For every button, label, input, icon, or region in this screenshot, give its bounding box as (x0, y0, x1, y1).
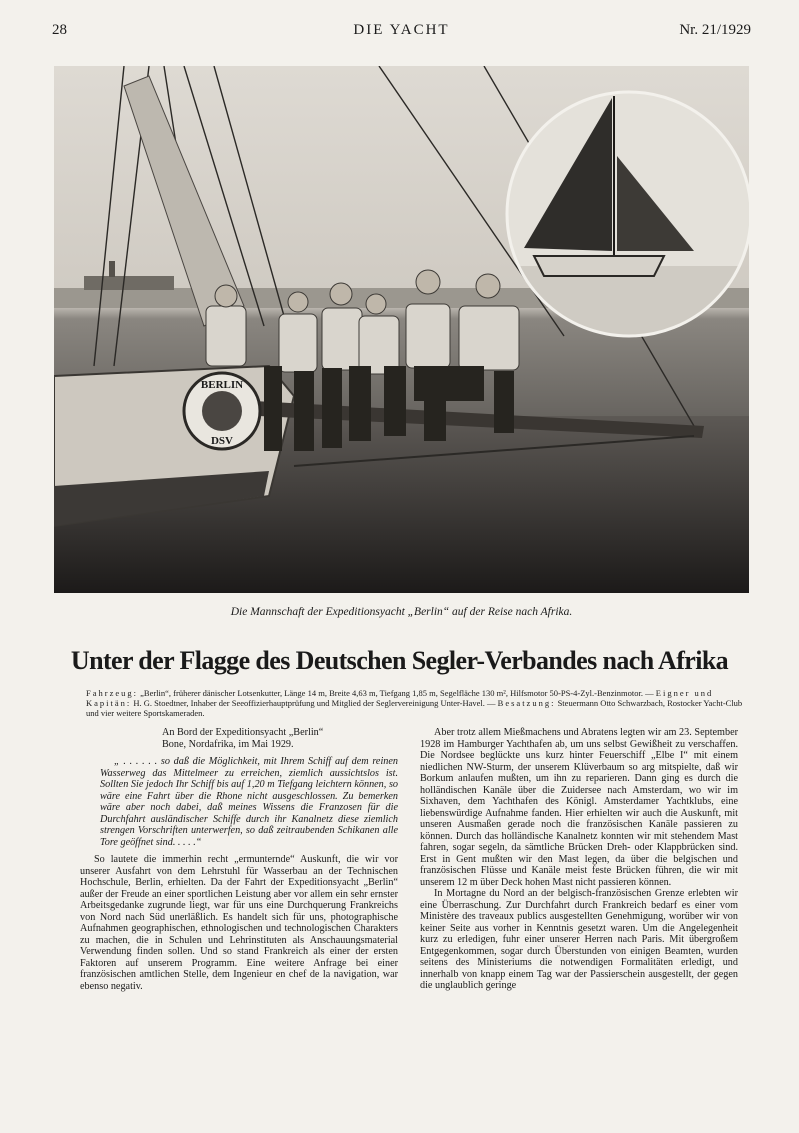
dateline-line-1: An Bord der Expeditionsyacht „Berlin“ (162, 727, 324, 738)
specs-text-crew: Steuermann Otto Schwarzbach, Rostocker Yacht-Club und vier weitere Sportskameraden. (86, 698, 743, 718)
lifebuoy-text-bottom: DSV (210, 435, 234, 447)
paragraph-1: So lautete die immerhin recht „ermunternde“ Auskunft, die wir vor unserer Ausfahrt von dem Lehrstuhl für Wasserbau an der Technischen Hochschule, Berlin, erhielten. Da der Fahrt der Expeditionsyacht „Berlin“ außer der Freude an einer sportlichen Leistung aber vor allem ein sehr ernster Arbeitsgedanke zugrunde liegt, war für uns eine Durchquerung Frankreichs von Nord nach Süd unerläßlich. Es handelt sich für uns, photographische Aufnahmen geographischen, ethnologischen und technologischen Charakters zu machen, die in Schulen und Lehrinstituten als Anschauungsmaterial Verwendung finden sollen. Und so stand Frankreich als einer der ersten Faktoren auf unserem Programm. Eine weitere Anfrage bei einer französischen amtlichen Stelle, dem Ingenieur en chef de la navigation, war ebenso negativ. (80, 854, 398, 992)
specs-text-vessel: „Berlin“, früherer dänischer Lotsenkutter, Länge 14 m, Breite 4,63 m, Tiefgang 1,85 m, Segelfläche 130 m², Hilfsmotor 50-PS-4-Zyl.-Benzinmotor. — (138, 688, 656, 698)
magazine-title: DIE YACHT (353, 22, 450, 38)
vessel-specs (86, 688, 751, 718)
specs-label-vessel: Fahrzeug: (86, 688, 138, 698)
page-number: 28 (52, 22, 67, 38)
page-header (52, 22, 751, 42)
article-column-right (420, 727, 738, 992)
quoted-letter: „ . . . . . . so daß die Möglichkeit, mit Ihrem Schiff auf dem reinen Wasserweg das Mittelmeer zu erreichen, ziemlich aussichtslos ist. Sollten Sie jedoch Ihr Schiff bis auf 1,20 m Tiefgang leichtern können, so wäre eine Fahrt über die Rhone nicht ausgeschlossen. Zu bemerken wäre aber noch dabei, daß meines Wissens die Franzosen für die Durchfahrt ausländischer Schiffe durch ihr Kanalnetz diese ziemlich strengen Vorschriften unterwerfen, so daß zeitraubenden Schikanen alle Tore geöffnet sind. . . . .“ (100, 756, 398, 848)
issue-number: Nr. 21/1929 (679, 22, 751, 38)
lifebuoy-text-top: BERLIN (200, 379, 244, 391)
specs-label-crew: Besatzung: (497, 698, 556, 708)
specs-label-owner: Eigner und Kapitän: (86, 688, 714, 708)
specs-text-owner: H. G. Stoedtner, Inhaber der Seeoffizierhauptprüfung und Mitglied der Seglervereinigung Unter-Havel. — (131, 698, 498, 708)
article-headline: Unter der Flagge des Deutschen Segler-Verbandes nach Afrika (70, 646, 729, 675)
crew-photo (54, 66, 749, 593)
paragraph-2: Aber trotz allem Mießmachens und Abratens legten wir am 23. September 1928 im Hamburger Yachthafen ab, um uns selbst Gewißheit zu verschaffen. Die Nordsee beglückte uns kurz hinter Feuerschiff „Elbe I“ mit einem niedlichen NW-Sturm, der unserem Klüverbaum so arg mitspielte, daß wir Borkum anlaufen mußten, um ihn zu reparieren. Dann ging es durch die holländischen Kanäle über die Zuidersee nach Amsterdam, wo wir im Sixhaven, dem Yachthafen des Königl. Amsterdamer Yachtklubs, eine liebenswürdige Aufnahme fanden. Hier erhielten wir auch die Auskunft, mit unseren Ausmaßen gerade noch die französischen Kanäle passieren zu können. Durch das holländische Kanalnetz konnten wir mit stehendem Mast fahren, sogar segeln, da sämtliche Brücken Dreh- oder Klappbrücken sind. Erst in Gent mußten wir den Mast legen, da über die belgischen und französischen Flüsse und Kanäle meist feste Brücken führen, die wir mit unserem 12 m über Deck hohen Mast nicht passieren können. (420, 727, 738, 888)
dateline-line-2: Bone, Nordafrika, im Mai 1929. (162, 738, 294, 750)
photo-caption: Die Mannschaft der Expeditionsyacht „Berlin“ auf der Reise nach Afrika. (230, 606, 573, 618)
article-column-left (80, 727, 398, 992)
paragraph-3: In Mortagne du Nord an der belgisch-französischen Grenze erlebten wir eine Überraschung. Zur Durchfahrt durch Frankreich bedarf es einer vom Ministère des traveaux publics ausgestellten Genehmigung, worüber wir von keiner Seite aus vorher in Kenntnis gesetzt waren. Um die Angelegenheit kurz zu erledigen, fuhr einer unserer Herren nach Paris. Mit übergroßem Entgegenkommen, sogar durch Überstunden von einigen Beamten, wurden seitens des Ministeriums die notwendigen Formalitäten erledigt, und innerhalb von knapp einem Tag war der Passierschein ausgestellt, der gegen die unglaublich geringe (420, 888, 738, 991)
